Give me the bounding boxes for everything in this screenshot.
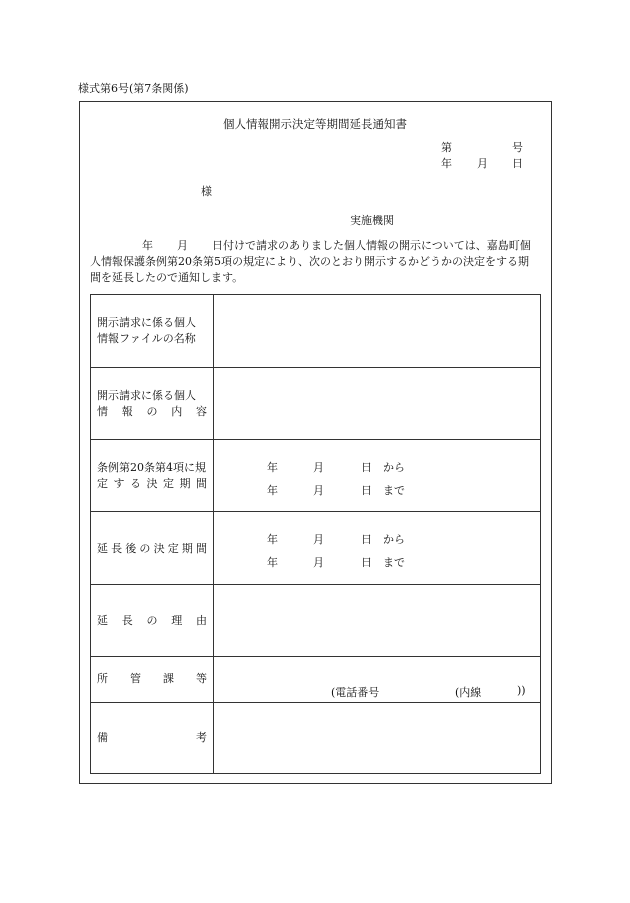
label-char: 定 [167, 542, 179, 555]
label-reason [97, 613, 207, 629]
label-char: 由 [196, 614, 207, 627]
label-char: 所 [97, 672, 108, 685]
label-char: 長 [111, 542, 123, 555]
addressee-suffix: 様 [201, 185, 212, 198]
details-table: 開示請求に係る個人 情報ファイルの名称 開示請求に係る個人 情 報 の 内 容 条例第20条第4項に規 定 す る 決 定 期 間 年 月 日 から 年 月 日 まで 延 長 後 の 決 定 期 間 年 月 日 から 年 月 日 まで 延 長 の 理 由 所 管 課 等 (電話番号 (内線 )) 備 考 [90, 294, 541, 774]
label-char: 備 [97, 731, 108, 744]
label-char: 延 [97, 542, 108, 555]
label-extended-period [97, 541, 207, 557]
row-divider [91, 656, 540, 657]
label-char: 内 [171, 405, 183, 418]
label-char: 間 [196, 477, 207, 490]
label-char: 後 [125, 542, 137, 555]
row-divider [91, 702, 540, 703]
row-divider [91, 584, 540, 585]
label-char: 等 [196, 672, 207, 685]
row-divider [91, 511, 540, 512]
row-divider [91, 439, 540, 440]
label-char: 課 [163, 672, 174, 685]
body-line-2: 人情報保護条例第20条第5項の規定により、次のとおり開示するかどうかの決定をする期 [90, 255, 529, 268]
form-number-label: 様式第6号(第7条関係) [78, 82, 189, 95]
label-char: 情 [97, 405, 108, 418]
number-suffix: 号 [512, 141, 523, 154]
label-char: 長 [121, 614, 133, 627]
label-char: 延 [97, 614, 108, 627]
body-line-1: 年 月 日付けで請求のありました個人情報の開示については、嘉島町個 [142, 239, 531, 252]
label-remarks [97, 730, 207, 746]
label-department [97, 671, 207, 687]
extension-close: )) [517, 684, 526, 697]
extension-label: (内線 [455, 686, 482, 699]
notice-body [90, 238, 532, 286]
label-char: 理 [171, 614, 183, 627]
label-char: 間 [195, 542, 207, 555]
label-char: の [139, 542, 151, 555]
label-char: 定 [97, 477, 108, 490]
date-year: 年 [441, 157, 452, 170]
date-month: 月 [477, 157, 488, 170]
label-info-content: 開示請求に係る個人 情 報 の 内 容 [97, 389, 207, 418]
date-day: 日 [512, 157, 523, 170]
label-char: 管 [130, 672, 141, 685]
implementing-agency: 実施機関 [350, 214, 394, 227]
label-char: の [146, 614, 158, 627]
label-char: の [146, 405, 158, 418]
label-char: 考 [196, 731, 207, 744]
label-char: 容 [196, 405, 207, 418]
label-char: 決 [146, 477, 158, 490]
row-divider [91, 367, 540, 368]
label-char: 決 [153, 542, 165, 555]
phone-label: (電話番号 [331, 686, 380, 699]
body-line-3: 間を延長したので通知します。 [90, 271, 244, 284]
number-prefix: 第 [441, 141, 452, 154]
document-title: 個人情報開示決定等期間延長通知書 [223, 117, 407, 131]
label-char: る [130, 477, 141, 490]
label-file-name: 開示請求に係る個人 情報ファイルの名称 [97, 316, 196, 345]
label-original-period: 条例第20条第4項に規 定 す る 決 定 期 間 [97, 461, 207, 490]
label-char: 期 [179, 477, 191, 490]
label-char: 定 [163, 477, 174, 490]
label-char: 期 [181, 542, 193, 555]
label-char: す [113, 477, 125, 490]
label-char: 報 [121, 405, 133, 418]
